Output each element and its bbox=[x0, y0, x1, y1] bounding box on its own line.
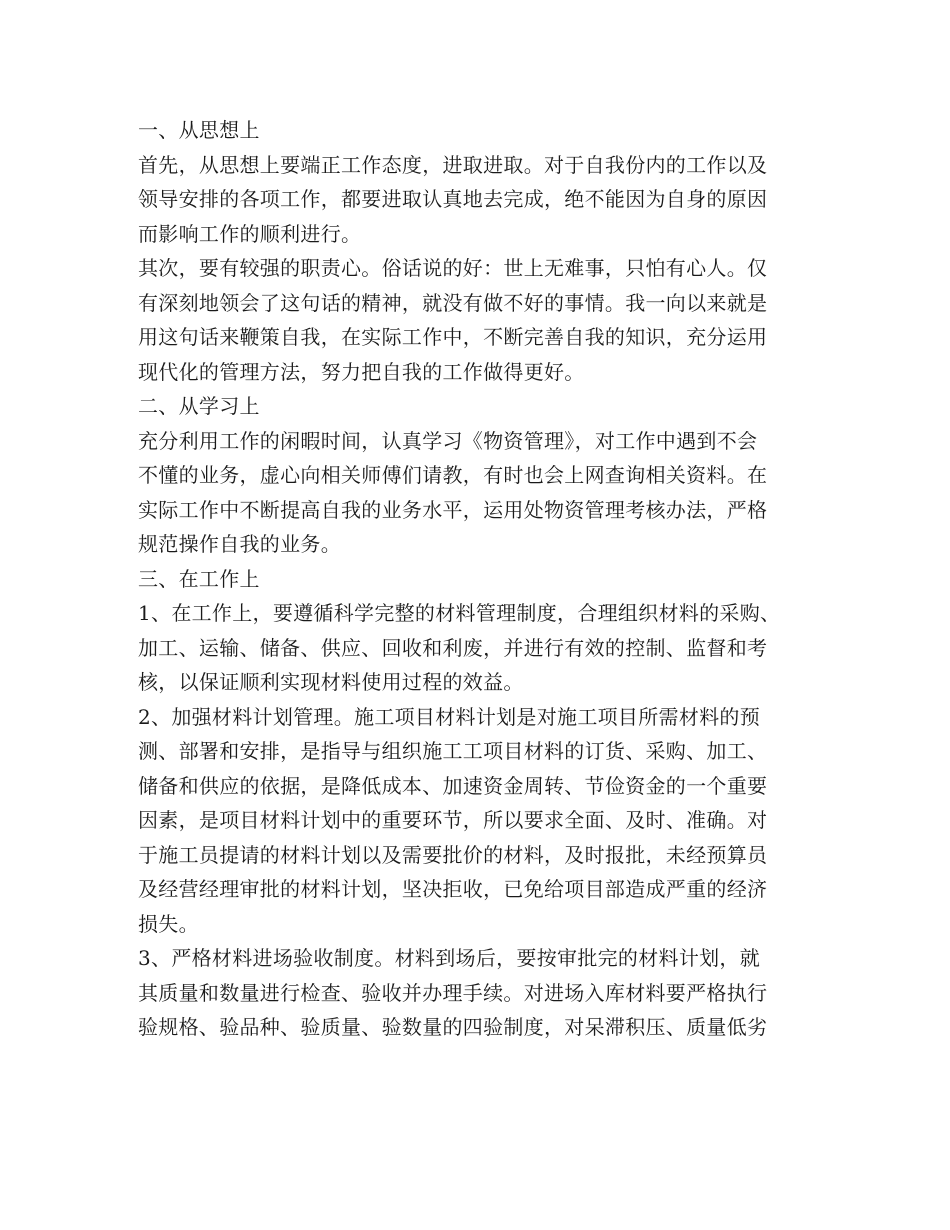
paragraph-line: 因素，是项目材料计划中的重要环节，所以要求全面、及时、准确。对 bbox=[138, 808, 768, 832]
paragraph-line: 储备和供应的依据，是降低成本、加速资金周转、节俭资金的一个重要 bbox=[138, 773, 768, 798]
document-body bbox=[138, 113, 828, 1045]
section-heading-work: 三、在工作上 bbox=[138, 566, 260, 591]
paragraph-line: 用这句话来鞭策自我，在实际工作中，不断完善自我的知识，充分运用 bbox=[138, 325, 768, 349]
paragraph-line: 加工、运输、储备、供应、回收和利废，并进行有效的控制、监督和考 bbox=[138, 635, 768, 660]
paragraph-line: 损失。 bbox=[138, 911, 199, 936]
paragraph-line: 测、部署和安排，是指导与组织施工工项目材料的订货、采购、加工、 bbox=[138, 739, 768, 763]
paragraph-line: 规范操作自我的业务。 bbox=[138, 532, 341, 556]
paragraph-line: 3、严格材料进场验收制度。材料到场后，要按审批完的材料计划，就 bbox=[138, 946, 761, 970]
paragraph-line: 充分利用工作的闲暇时间，认真学习《物资管理》，对工作中遇到不会 bbox=[138, 428, 758, 453]
paragraph-line: 不懂的业务，虚心向相关师傅们请教，有时也会上网查询相关资料。在 bbox=[138, 463, 768, 487]
paragraph-line: 及经营经理审批的材料计划，坚决拒收，已免给项目部造成严重的经济 bbox=[138, 877, 768, 901]
paragraph-line: 其质量和数量进行检查、验收并办理手续。对进场入库材料要严格执行 bbox=[138, 980, 768, 1005]
section-heading-thought: 一、从思想上 bbox=[138, 118, 260, 142]
paragraph-line: 有深刻地领会了这句话的精神，就没有做不好的事情。我一向以来就是 bbox=[138, 290, 768, 315]
paragraph-line: 1、在工作上，要遵循科学完整的材料管理制度，合理组织材料的采购、 bbox=[138, 601, 781, 625]
paragraph-line: 其次，要有较强的职责心。俗话说的好：世上无难事，只怕有心人。仅 bbox=[138, 256, 768, 280]
paragraph-line: 实际工作中不断提高自我的业务水平，运用处物资管理考核办法，严格 bbox=[138, 497, 768, 522]
paragraph-line: 验规格、验品种、验质量、验数量的四验制度，对呆滞积压、质量低劣 bbox=[138, 1015, 768, 1039]
section-heading-study: 二、从学习上 bbox=[138, 394, 260, 418]
paragraph-line: 领导安排的各项工作，都要进取认真地去完成，绝不能因为自身的原因 bbox=[138, 187, 768, 211]
paragraph-line: 而影响工作的顺利进行。 bbox=[138, 221, 362, 246]
paragraph-line: 于施工员提请的材料计划以及需要批价的材料，及时报批，未经预算员 bbox=[138, 842, 768, 867]
paragraph-line: 核，以保证顺利实现材料使用过程的效益。 bbox=[138, 670, 524, 694]
paragraph-line: 首先，从思想上要端正工作态度，进取进取。对于自我份内的工作以及 bbox=[138, 152, 768, 177]
paragraph-line: 2、加强材料计划管理。施工项目材料计划是对施工项目所需材料的预 bbox=[138, 704, 761, 729]
paragraph-line: 现代化的管理方法，努力把自我的工作做得更好。 bbox=[138, 359, 585, 384]
